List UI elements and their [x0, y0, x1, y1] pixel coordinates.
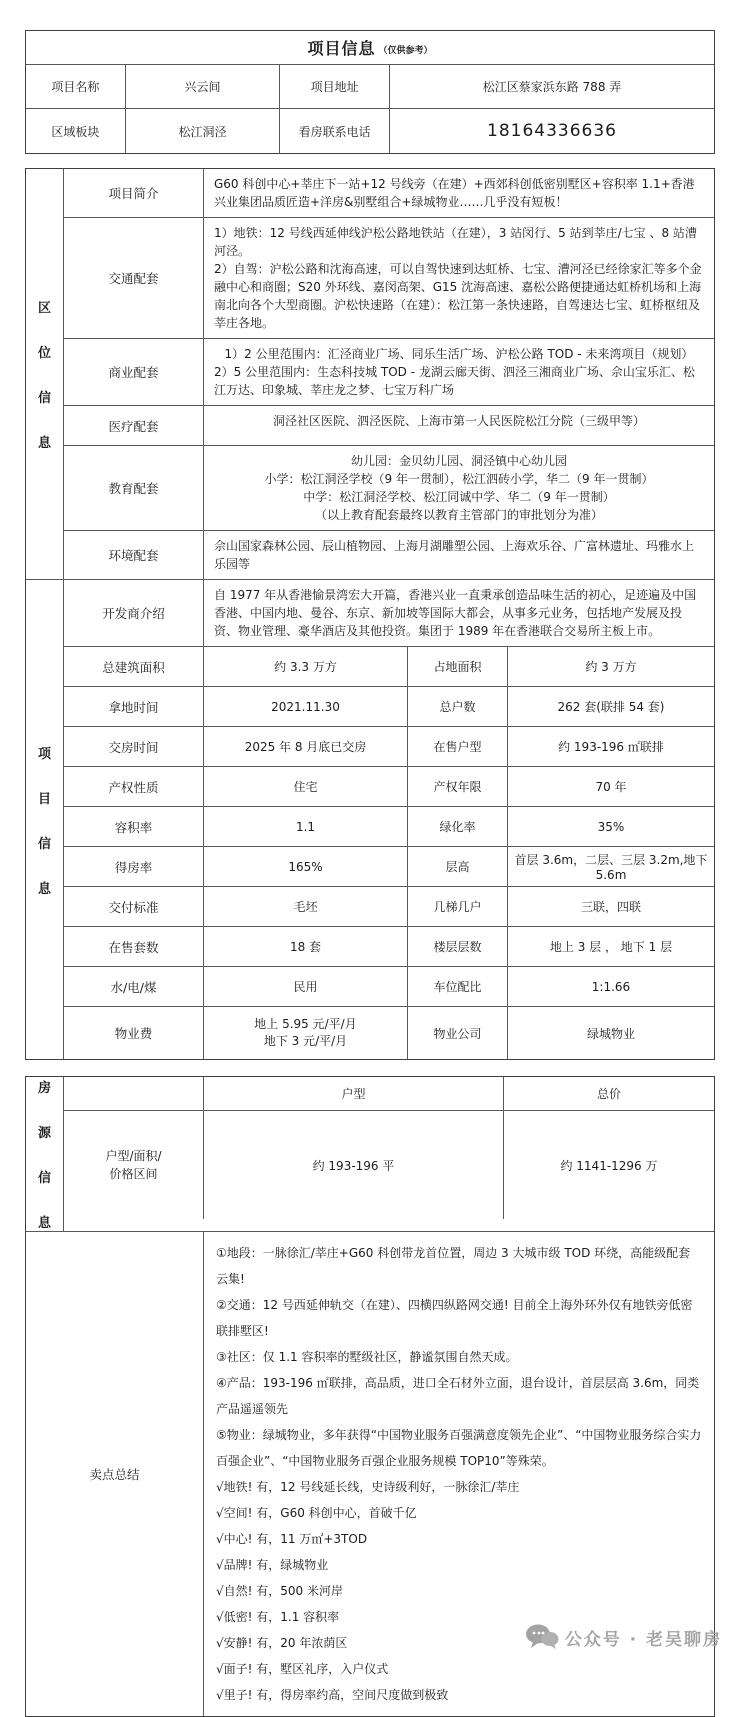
row-value: 地上 5.95 元/平/月 地下 3 元/平/月 [204, 1007, 408, 1059]
fee-row [64, 1007, 714, 1059]
row-label: 产权年限 [408, 767, 508, 806]
listing-table [25, 1076, 715, 1717]
listing-row-label: 户型/面积/ 价格区间 [64, 1111, 204, 1219]
row-label: 物业公司 [408, 1007, 508, 1059]
row-label: 占地面积 [408, 647, 508, 686]
row-value: 绿城物业 [586, 1026, 635, 1041]
row-label: 教育配套 [64, 446, 204, 530]
pair-row [64, 847, 714, 887]
pair-row [64, 887, 714, 927]
phone-label: 看房联系电话 [280, 109, 390, 153]
row-value: 1:1.66 [591, 979, 631, 994]
row-value: 毛坯 [204, 887, 408, 926]
detail-table [25, 168, 715, 1060]
pair-row [64, 807, 714, 847]
table-row [26, 109, 714, 153]
row-value: 262 套(联排 54 套) [557, 700, 665, 714]
row-value: 18 套 [204, 927, 408, 966]
row-label: 在售套数 [64, 927, 204, 966]
row-label: 项目简介 [64, 169, 204, 217]
selling-point-item: √品牌! 有，绿城物业 [216, 1558, 329, 1572]
row-content: 洞泾社区医院、泗泾医院、上海市第一人民医院松江分院（三级甲等） [272, 414, 645, 428]
row-value: 三联，四联 [580, 900, 641, 914]
row-label: 得房率 [64, 847, 204, 886]
row-value: 住宅 [204, 767, 408, 806]
row-label: 交房时间 [64, 727, 204, 766]
basic-info-table [25, 30, 715, 154]
unit-type-value: 约 193-196 平 [204, 1111, 504, 1219]
row-value: 1.1 [204, 807, 408, 846]
row-value: 2025 年 8 月底已交房 [204, 727, 408, 766]
row-label: 车位配比 [408, 967, 508, 1006]
row-label: 交付标准 [64, 887, 204, 926]
row-value: 约 193-196 ㎡联排 [558, 740, 664, 754]
pair-row [64, 967, 714, 1007]
location-section [26, 169, 714, 580]
selling-point-item: √面子! 有，墅区礼序，入户仪式 [216, 1662, 389, 1676]
selling-point-item: ④产品：193-196 ㎡联排，高品质，进口全石材外立面，退台设计，首层层高 3.6m，同类产品遥遥领先 [216, 1376, 700, 1416]
row-content: 佘山国家森林公园、辰山植物园、上海月湖雕塑公园、上海欢乐谷、广富林遗址、玛雅水上乐园等 [214, 539, 695, 571]
selling-point-item: √空间! 有，G60 科创中心，首破千亿 [216, 1506, 417, 1520]
chat-bubbles-icon [525, 1624, 559, 1650]
selling-point-item: √自然! 有，500 米河岸 [216, 1584, 343, 1598]
selling-point-item: ②交通：12 号西延伸轨交（在建）、四横四纵路网交通! 目前全上海外环外仅有地铁旁低密联排墅区! [216, 1298, 693, 1338]
row-label: 总建筑面积 [64, 647, 204, 686]
listing-section [26, 1077, 714, 1232]
col-header-unit-type: 户型 [204, 1077, 504, 1110]
location-row [64, 339, 714, 406]
row-content: 1）地铁：12 号线西延伸线沪松公路地铁站（在建），3 站闵行、5 站到莘庄/七宝 、8 站漕河泾。 2）自驾：沪松公路和沈海高速，可以自驾快速到达虹桥、七宝、漕河泾已经徐家汇等多个金融中心和商圈；S20 外环线、嘉闵高架、G15 沈海高速、嘉松公路便捷通达虹桥机场和上海南北向各个大型商圈。沪松快速路（在建）：松江第一条快速路，自驾速达七宝、虹桥枢纽及莘庄各地。 [214, 226, 702, 330]
project-address-label: 项目地址 [280, 65, 390, 108]
row-value: 约 3 万方 [585, 660, 637, 674]
row-value: 2021.11.30 [204, 687, 408, 726]
selling-point-item: ①地段：一脉徐汇/莘庄+G60 科创带龙首位置，周边 3 大城市级 TOD 环绕，高能级配套云集! [216, 1246, 691, 1286]
row-label: 几梯几户 [408, 887, 508, 926]
spacer-cell [64, 1077, 204, 1110]
row-label: 楼层层数 [408, 927, 508, 966]
row-label: 开发商介绍 [64, 580, 204, 646]
pair-row [64, 927, 714, 967]
location-row [64, 169, 714, 218]
row-label: 商业配套 [64, 339, 204, 405]
watermark [525, 1624, 722, 1650]
row-content: G60 科创中心+莘庄下一站+12 号线旁（在建）+西郊科创低密别墅区+容积率 1.1+香港兴业集团品质匠造+洋房&别墅组合+绿城物业……几乎没有短板！ [214, 177, 695, 209]
pair-row [64, 767, 714, 807]
selling-point-item: √地铁! 有，12 号线延长线，史诗级利好，一脉徐汇/莘庄 [216, 1480, 520, 1494]
selling-point-item: √里子! 有，得房率约高，空间尺度做到极致 [216, 1688, 449, 1702]
row-label: 水/电/煤 [64, 967, 204, 1006]
row-label: 容积率 [64, 807, 204, 846]
table-header [26, 31, 714, 65]
selling-point-item: ③社区：仅 1.1 容积率的墅级社区，静谧氛围自然天成。 [216, 1350, 518, 1364]
row-content: 1）2 公里范围内：汇泾商业广场、同乐生活广场、沪松公路 TOD - 未来湾项目（规划） 2）5 公里范围内：生态科技城 TOD - 龙湖云廊天街、泗泾三湘商业广场、佘山宝乐汇、松江万达、印象城、莘庄龙之梦、七宝万科广场 [214, 347, 695, 397]
project-name-label: 项目名称 [26, 65, 126, 108]
row-value: 35% [597, 819, 625, 834]
row-label: 绿化率 [408, 807, 508, 846]
listing-side-label: 房 源 信 息 [26, 1077, 64, 1231]
location-row [64, 446, 714, 531]
row-label: 拿地时间 [64, 687, 204, 726]
district-label: 区域板块 [26, 109, 126, 153]
selling-points-label: 卖点总结 [26, 1232, 204, 1716]
project-section [26, 580, 714, 1059]
row-label: 层高 [408, 847, 508, 886]
row-label: 在售户型 [408, 727, 508, 766]
row-value: 约 3.3 万方 [204, 647, 408, 686]
page-subtitle: （仅供参考） [378, 46, 433, 56]
row-label: 总户数 [408, 687, 508, 726]
watermark-text: 公众号 · 老吴聊房 [564, 1629, 722, 1650]
selling-point-item: √中心! 有，11 万㎡+3TOD [216, 1532, 368, 1546]
row-value: 首层 3.6m，二层、三层 3.2m,地下 5.6m [514, 853, 708, 882]
pair-row [64, 647, 714, 687]
row-value: 165% [204, 847, 408, 886]
row-label: 交通配套 [64, 218, 204, 338]
total-price-value: 约 1141-1296 万 [560, 1158, 658, 1173]
location-side-label: 区 位 信 息 [26, 169, 64, 579]
row-label: 医疗配套 [64, 406, 204, 445]
selling-point-item: ⑤物业：绿城物业，多年获得“中国物业服务百强满意度领先企业”、“中国物业服务综合实力百强企业”、“中国物业服务百强企业服务规模 TOP10”等殊荣。 [216, 1428, 702, 1468]
page-title: 项目信息 [307, 39, 376, 58]
table-row [26, 65, 714, 109]
pair-row [64, 727, 714, 767]
row-label: 物业费 [64, 1007, 204, 1059]
developer-row [64, 580, 714, 647]
row-value: 民用 [204, 967, 408, 1006]
location-row [64, 218, 714, 339]
selling-point-item: √低密! 有，1.1 容积率 [216, 1610, 340, 1624]
row-label: 环境配套 [64, 531, 204, 579]
row-content: 幼儿园：金贝幼儿园、洞泾镇中心幼儿园 小学：松江洞泾学校（9 年一贯制），松江泗砖小学，华二（9 年一贯制） 中学：松江洞泾学校、松江同诚中学、华二（9 年一贯制） （以上教育配套最终以教育主管部门的审批划分为准） [264, 454, 654, 522]
pair-row [64, 687, 714, 727]
project-address-value: 松江区蔡家浜东路 788 弄 [482, 80, 622, 94]
location-row [64, 406, 714, 446]
selling-point-item: √安静! 有，20 年浓荫区 [216, 1636, 348, 1650]
listing-header-row [64, 1077, 714, 1111]
district-value: 松江洞泾 [126, 109, 281, 153]
row-label: 产权性质 [64, 767, 204, 806]
row-value: 70 年 [595, 780, 627, 794]
location-row [64, 531, 714, 579]
listing-value-row [64, 1111, 714, 1219]
project-name-value: 兴云间 [126, 65, 281, 108]
row-content: 自 1977 年从香港愉景湾宏大开篇，香港兴业一直秉承创造品味生活的初心，足迹遍及中国香港、中国内地、曼谷、东京、新加坡等国际大都会，从事多元业务，包括地产发展及投资、物业管理、豪华酒店及其他投资。集团于 1989 年在香港联合交易所主板上市。 [214, 588, 697, 638]
row-value: 地上 3 层 ， 地下 1 层 [549, 940, 673, 954]
col-header-total-price: 总价 [596, 1087, 621, 1101]
phone-value: 18164336636 [487, 121, 617, 141]
project-side-label: 项 目 信 息 [26, 580, 64, 1059]
